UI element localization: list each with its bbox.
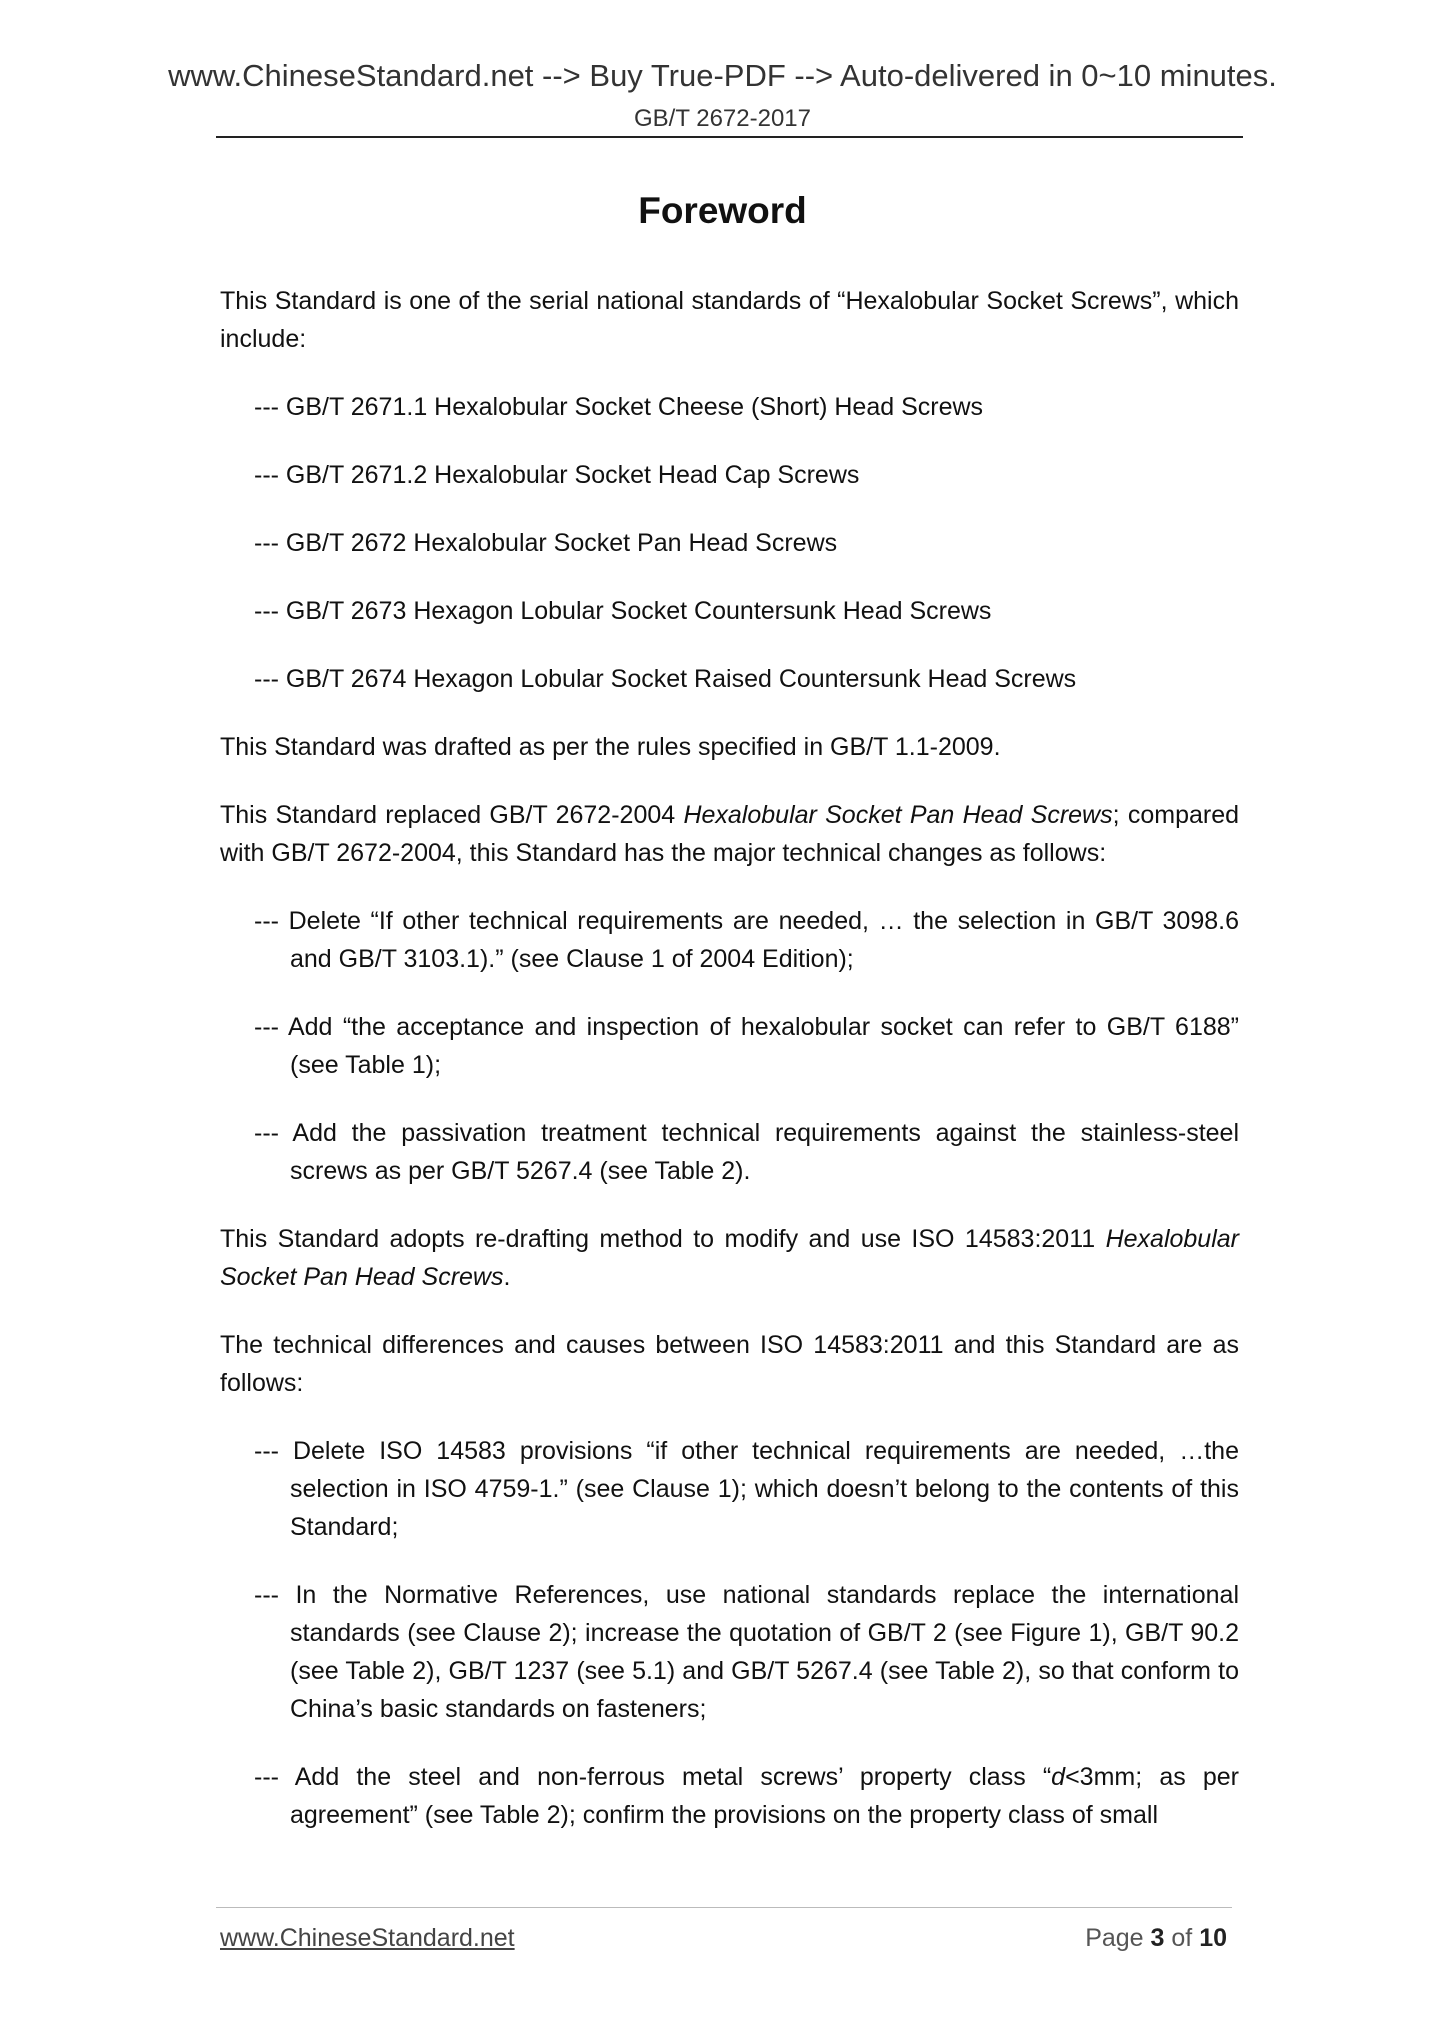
difference-item: --- In the Normative References, use national standards replace the international standards (see Clause 2); increase the quotation of GB/T 2 (see Figure 1), GB/T 90.2 (see Table 2), GB/T 1237 (see 5.1) and GB/T 5267.4 (see Table 2), so that conform to China’s basic standards on fasteners; xyxy=(254,1581,1239,1723)
differences-intro: The technical differences and causes between ISO 14583:2011 and this Standard are as follows: xyxy=(220,1331,1239,1397)
page-current: 3 xyxy=(1150,1924,1165,1952)
header-divider xyxy=(216,136,1243,138)
adopts-title-italic: Hexalobular Socket Pan Head Screws xyxy=(220,1225,1239,1291)
difference-text-post: <3mm; as per agreement” (see Table 2); confirm the provisions on the property class of small xyxy=(290,1763,1239,1829)
drafted-paragraph: This Standard was drafted as per the rules specified in GB/T 1.1-2009. xyxy=(220,733,1001,761)
footer-divider xyxy=(216,1907,1232,1908)
standard-code: GB/T 2672-2017 xyxy=(633,105,811,132)
change-item: --- Add “the acceptance and inspection of hexalobular socket can refer to GB/T 6188” (see Table 1); xyxy=(254,1013,1239,1079)
adopts-text-pre: This Standard adopts re-drafting method to modify and use ISO 14583:2011 xyxy=(220,1225,1106,1253)
difference-text-pre: --- Add the steel and non-ferrous metal screws’ property class “ xyxy=(254,1763,1052,1791)
difference-variable-italic: d xyxy=(1051,1763,1066,1791)
document-body xyxy=(220,282,1239,1864)
page-prefix: Page xyxy=(1085,1924,1151,1952)
replaced-text-post: ; compared with GB/T 2672-2004, this Standard has the major technical changes as follows: xyxy=(220,801,1240,867)
page-number xyxy=(1085,1924,1227,1953)
series-item: --- GB/T 2674 Hexagon Lobular Socket Raised Countersunk Head Screws xyxy=(254,665,1077,693)
replaced-title-italic: Hexalobular Socket Pan Head Screws xyxy=(683,801,1113,829)
difference-item: --- Delete ISO 14583 provisions “if other technical requirements are needed, …the selection in ISO 4759-1.” (see Clause 1); which doesn’t belong to the contents of this Standard; xyxy=(254,1437,1239,1541)
page-of: of xyxy=(1164,1924,1200,1952)
change-item: --- Add the passivation treatment technical requirements against the stainless-steel screws as per GB/T 5267.4 (see Table 2). xyxy=(254,1119,1239,1185)
header-banner: www.ChineseStandard.net --> Buy True-PDF --> Auto-delivered in 0~10 minutes. xyxy=(168,58,1277,93)
page-title: Foreword xyxy=(638,190,807,231)
adopts-paragraph xyxy=(220,1220,1239,1296)
footer-website-link[interactable]: www.ChineseStandard.net xyxy=(220,1924,515,1952)
series-item: --- GB/T 2672 Hexalobular Socket Pan Head Screws xyxy=(254,529,838,557)
intro-paragraph: This Standard is one of the serial national standards of “Hexalobular Socket Screws”, which include: xyxy=(220,287,1239,353)
replaced-text-pre: This Standard replaced GB/T 2672-2004 xyxy=(220,801,684,829)
replaced-paragraph xyxy=(220,796,1239,872)
adopts-text-post: . xyxy=(503,1263,511,1291)
series-item: --- GB/T 2671.2 Hexalobular Socket Head Cap Screws xyxy=(254,461,860,489)
series-item: --- GB/T 2671.1 Hexalobular Socket Cheese (Short) Head Screws xyxy=(254,393,984,421)
page-total: 10 xyxy=(1199,1924,1227,1952)
series-item: --- GB/T 2673 Hexagon Lobular Socket Countersunk Head Screws xyxy=(254,597,992,625)
difference-item xyxy=(254,1758,1239,1834)
change-item: --- Delete “If other technical requirements are needed, … the selection in GB/T 3098.6 and GB/T 3103.1).” (see Clause 1 of 2004 Edition); xyxy=(254,907,1239,973)
